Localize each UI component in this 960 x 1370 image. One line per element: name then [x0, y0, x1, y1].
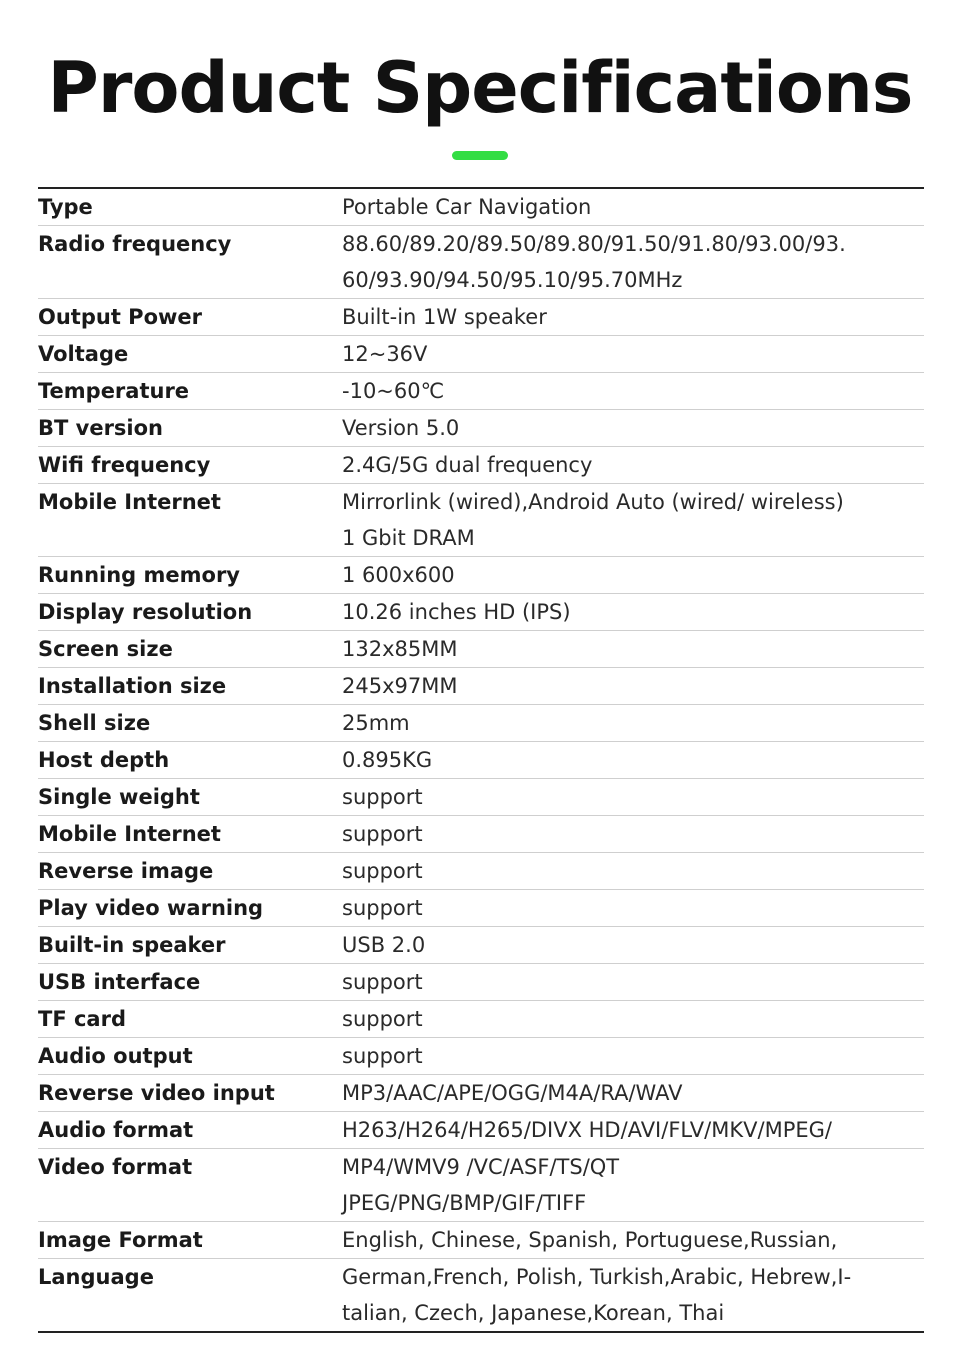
- spec-row: [38, 557, 924, 594]
- spec-label: BT version: [38, 416, 164, 440]
- spec-value-line: talian, Czech, Japanese,Korean, Thai: [342, 1301, 725, 1325]
- spec-row: [38, 742, 924, 779]
- spec-value: [342, 1222, 924, 1258]
- spec-label: Mobile Internet: [38, 490, 221, 514]
- spec-value-line: English, Chinese, Spanish, Portuguese,Russian,: [342, 1228, 838, 1252]
- spec-value-line: 2.4G/5G dual frequency: [342, 453, 593, 477]
- spec-row: [38, 1001, 924, 1038]
- spec-value: [342, 189, 924, 225]
- spec-value-line: 12~36V: [342, 342, 428, 366]
- spec-label: Screen size: [38, 637, 173, 661]
- spec-value: [342, 410, 924, 446]
- spec-value-line: USB 2.0: [342, 933, 426, 957]
- spec-value: [342, 742, 924, 778]
- spec-row: [38, 853, 924, 890]
- spec-value-line: MP3/AAC/APE/OGG/M4A/RA/WAV: [342, 1081, 683, 1105]
- spec-row: [38, 1149, 924, 1222]
- spec-value: [342, 816, 924, 852]
- spec-label: Image Format: [38, 1228, 203, 1252]
- spec-label: Audio format: [38, 1118, 194, 1142]
- spec-label: Mobile Internet: [38, 822, 221, 846]
- spec-value-line: 10.26 inches HD (IPS): [342, 600, 571, 624]
- spec-label: Type: [38, 195, 93, 219]
- spec-row: [38, 631, 924, 668]
- spec-label: Single weight: [38, 785, 200, 809]
- spec-row: [38, 594, 924, 631]
- spec-value: [342, 890, 924, 926]
- spec-row: [38, 1259, 924, 1331]
- spec-value-line: Portable Car Navigation: [342, 195, 592, 219]
- page-title: Product Specifications: [47, 47, 913, 129]
- spec-value: [342, 299, 924, 335]
- spec-row: [38, 668, 924, 705]
- spec-row: [38, 1075, 924, 1112]
- spec-label: Installation size: [38, 674, 227, 698]
- spec-row: [38, 373, 924, 410]
- spec-table: [38, 187, 924, 1333]
- spec-value: [342, 779, 924, 815]
- spec-value: [342, 1259, 924, 1331]
- spec-value: [342, 964, 924, 1000]
- spec-value-line: H263/H264/H265/DIVX HD/AVI/FLV/MKV/MPEG/: [342, 1118, 832, 1142]
- spec-row: [38, 226, 924, 299]
- spec-row: [38, 927, 924, 964]
- spec-row: [38, 705, 924, 742]
- spec-value-line: support: [342, 859, 423, 883]
- spec-value: [342, 631, 924, 667]
- spec-value-line: 0.895KG: [342, 748, 433, 772]
- spec-value-line: support: [342, 896, 423, 920]
- spec-value-line: 132x85MM: [342, 637, 458, 661]
- spec-label: Voltage: [38, 342, 129, 366]
- spec-value-line: 88.60/89.20/89.50/89.80/91.50/91.80/93.00/93.: [342, 232, 846, 256]
- spec-row: [38, 189, 924, 226]
- spec-label: Built-in speaker: [38, 933, 226, 957]
- spec-value: [342, 1112, 924, 1148]
- spec-value: [342, 927, 924, 963]
- spec-value-line: -10~60℃: [342, 379, 445, 403]
- spec-label: USB interface: [38, 970, 201, 994]
- spec-value-line: Built-in 1W speaker: [342, 305, 547, 329]
- spec-value-line: 60/93.90/94.50/95.10/95.70MHz: [342, 268, 683, 292]
- spec-row: [38, 779, 924, 816]
- spec-label: Reverse video input: [38, 1081, 275, 1105]
- spec-value: [342, 853, 924, 889]
- spec-value-line: 1 600x600: [342, 563, 455, 587]
- spec-value-line: support: [342, 970, 423, 994]
- spec-value: [342, 1038, 924, 1074]
- spec-value: [342, 594, 924, 630]
- spec-row: [38, 1222, 924, 1259]
- spec-row: [38, 484, 924, 557]
- spec-label: Display resolution: [38, 600, 253, 624]
- spec-label: Host depth: [38, 748, 170, 772]
- spec-value-line: support: [342, 1044, 423, 1068]
- spec-value-line: 1 Gbit DRAM: [342, 526, 475, 550]
- title-accent-bar: [452, 151, 508, 160]
- spec-row: [38, 1038, 924, 1075]
- spec-label: Output Power: [38, 305, 202, 329]
- spec-value-line: support: [342, 822, 423, 846]
- spec-row: [38, 336, 924, 373]
- spec-label: Radio frequency: [38, 232, 232, 256]
- spec-value: [342, 484, 924, 556]
- spec-value: [342, 336, 924, 372]
- spec-value-line: Version 5.0: [342, 416, 460, 440]
- spec-label: Play video warning: [38, 896, 264, 920]
- spec-row: [38, 410, 924, 447]
- spec-label: Wifi frequency: [38, 453, 211, 477]
- spec-value: [342, 226, 924, 298]
- spec-value-line: MP4/WMV9 /VC/ASF/TS/QT: [342, 1155, 620, 1179]
- spec-row: [38, 447, 924, 484]
- spec-value-line: 25mm: [342, 711, 410, 735]
- spec-value-line: Mirrorlink (wired),Android Auto (wired/ wireless): [342, 490, 844, 514]
- spec-label: Audio output: [38, 1044, 193, 1068]
- spec-value: [342, 1075, 924, 1111]
- spec-value-line: support: [342, 1007, 423, 1031]
- spec-label: Reverse image: [38, 859, 214, 883]
- spec-label: Video format: [38, 1155, 193, 1179]
- spec-value-line: JPEG/PNG/BMP/GIF/TIFF: [342, 1191, 587, 1215]
- spec-label: Shell size: [38, 711, 151, 735]
- spec-value: [342, 705, 924, 741]
- spec-row: [38, 816, 924, 853]
- spec-value: [342, 557, 924, 593]
- spec-row: [38, 890, 924, 927]
- spec-row: [38, 964, 924, 1001]
- spec-row: [38, 1112, 924, 1149]
- spec-value-line: support: [342, 785, 423, 809]
- spec-label: Temperature: [38, 379, 190, 403]
- spec-label: TF card: [38, 1007, 126, 1031]
- spec-value-line: German,French, Polish, Turkish,Arabic, Hebrew,I-: [342, 1265, 852, 1289]
- spec-row: [38, 299, 924, 336]
- spec-value: [342, 447, 924, 483]
- spec-label: Language: [38, 1265, 154, 1289]
- spec-value: [342, 1149, 924, 1221]
- spec-value: [342, 668, 924, 704]
- spec-value-line: 245x97MM: [342, 674, 458, 698]
- spec-value: [342, 373, 924, 409]
- spec-value: [342, 1001, 924, 1037]
- spec-label: Running memory: [38, 563, 240, 587]
